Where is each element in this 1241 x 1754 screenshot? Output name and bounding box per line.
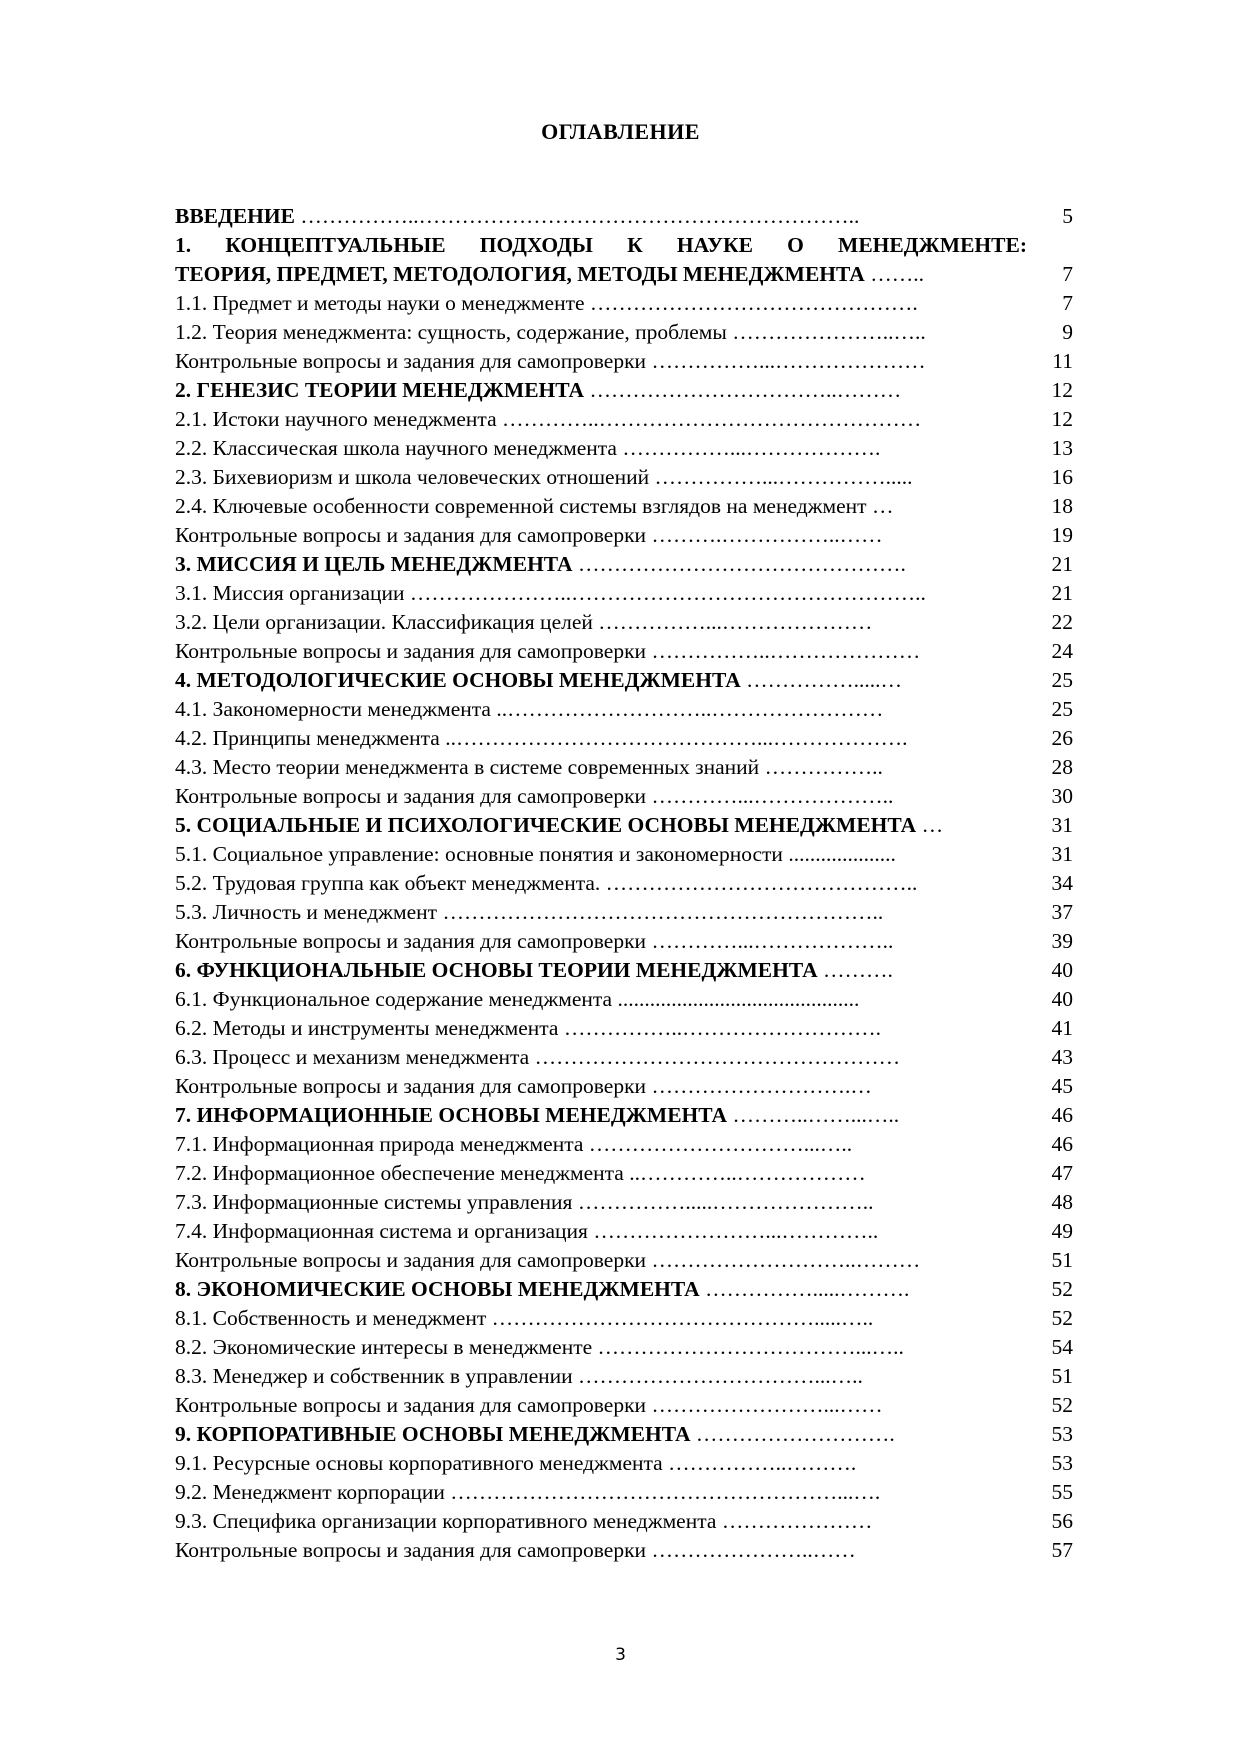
toc-entry-page-number: 21 [1051,552,1073,576]
toc-entry-title: Контрольные вопросы и задания для самопроверки [175,1538,647,1562]
toc-entry-text [175,1420,1027,1449]
toc-entry-leader-dots: … [916,813,944,837]
toc-entry-leader-dots: ……………...………………… [592,610,873,634]
toc-entry-text [175,1246,1027,1275]
toc-entry [175,463,1073,492]
toc-entry-title: 9.2. Менеджмент корпорации [175,1480,445,1504]
footer-page-number: 3 [615,1645,626,1665]
toc-entry-title: 6.3. Процесс и механизм менеджмента [175,1045,530,1069]
toc-entry-title: 8.2. Экономические интересы в менеджменте [175,1335,593,1359]
toc-entry-page-number: 24 [1051,639,1073,663]
toc-entry-text [175,1536,1027,1565]
toc-entry-page-number: 13 [1051,436,1073,460]
toc-entry [175,1449,1073,1478]
toc-entry-page-number: 12 [1051,407,1073,431]
toc-entry-page-number: 22 [1051,610,1073,634]
toc-entry-leader-dots: ……………………….… [646,1074,872,1098]
toc-entry-page-number: 7 [1062,262,1073,286]
toc-entry-title: 7.1. Информационная природа менеджмента [175,1132,584,1156]
toc-entry [175,550,1073,579]
toc-entry [175,985,1073,1014]
toc-entry-text [175,289,1027,318]
toc-entry [175,1188,1073,1217]
toc-entry-page-number: 54 [1051,1335,1073,1359]
toc-entry-title: 6.2. Методы и инструменты менеджмента [175,1016,559,1040]
toc-entry-text [175,463,1027,492]
toc-entry [175,1478,1073,1507]
toc-entry-page-number: 55 [1051,1480,1073,1504]
toc-entry [175,202,1073,231]
toc-entry-leader-dots: ………………………………………. [584,291,918,315]
toc-entry-text [175,1072,1027,1101]
toc-entry [175,637,1073,666]
toc-entry-text [175,347,1027,376]
toc-entry-leader-dots: ……………………………………….....….. [486,1306,874,1330]
toc-entry-text [175,550,1027,579]
toc-entry-leader-dots: …………………………………………………….. [437,900,884,924]
toc-entry-title: 9.3. Специфика организации корпоративного менеджмента [175,1509,717,1533]
toc-entry-leader-dots: ……………...………………. [616,436,881,460]
toc-entry-leader-dots: …….. [864,262,924,286]
toc-entry-leader-dots: ……………..………………………. [558,1016,881,1040]
toc-entry-text [175,260,1027,289]
toc-entry-leader-dots: .................... [782,842,896,866]
toc-entry-title: 2.3. Бихевиоризм и школа человеческих отношений [175,465,650,489]
toc-entry-title: 3.1. Миссия организации [175,581,405,605]
toc-entry-text [175,782,1027,811]
toc-entry [175,1507,1073,1536]
toc-entry-text [175,434,1027,463]
toc-entry [175,1043,1073,1072]
toc-entry [175,434,1073,463]
toc-entry [175,898,1073,927]
toc-entry-title: Контрольные вопросы и задания для самопроверки [175,1393,647,1417]
toc-entry-leader-dots: …………….....………………….. [572,1190,874,1214]
toc-entry-title: Контрольные вопросы и задания для самопроверки [175,1248,647,1272]
toc-entry-page-number: 39 [1051,929,1073,953]
toc-entry-page-number: 51 [1051,1248,1073,1272]
toc-entry-title: ВВЕДЕНИЕ [175,204,295,228]
toc-entry-page-number: 45 [1051,1074,1073,1098]
toc-entry-leader-dots: …………………………...….. [583,1132,853,1156]
toc-entry-text [175,695,1027,724]
toc-entry-text [175,985,1027,1014]
toc-entry-title: Контрольные вопросы и задания для самопроверки [175,639,647,663]
toc-entry [175,608,1073,637]
toc-entry-leader-dots: ………. [817,958,893,982]
toc-entry-title: 5.2. Трудовая группа как объект менеджмента. [175,871,601,895]
toc-entry-leader-dots: …………………..…… [646,1538,856,1562]
toc-entry-page-number: 9 [1062,320,1073,344]
toc-entry-title: 5.3. Личность и менеджмент [175,900,438,924]
toc-entry [175,376,1073,405]
toc-entry-page-number: 51 [1051,1364,1073,1388]
toc-entry-page-number: 34 [1051,871,1073,895]
toc-entry-leader-dots: ……………………...………….. [587,1219,879,1243]
toc-entry-title: 1.1. Предмет и методы науки о менеджменте [175,291,585,315]
toc-entry-title: 7. ИНФОРМАЦИОННЫЕ ОСНОВЫ МЕНЕДЖМЕНТА [175,1103,728,1127]
toc-entry-page-number: 52 [1051,1393,1073,1417]
toc-entry-leader-dots: …………………………………….. [600,871,918,895]
toc-entry-text [175,927,1027,956]
toc-entry-title: 4.1. Закономерности менеджмента [175,697,491,721]
toc-entry-text [175,579,1027,608]
toc-entry-page-number: 16 [1051,465,1073,489]
toc-entry-text [175,724,1027,753]
toc-entry-title: 7.3. Информационные системы управления [175,1190,573,1214]
toc-entry-leader-dots: ……………………………..……… [584,378,902,402]
toc-entry-page-number: 52 [1051,1306,1073,1330]
toc-entry-text [175,405,1027,434]
toc-entry-text [175,1507,1027,1536]
toc-entry-page-number: 46 [1051,1103,1073,1127]
toc-entry-page-number: 12 [1051,378,1073,402]
toc-entry [175,579,1073,608]
toc-entry-page-number: 52 [1051,1277,1073,1301]
toc-entry-text [175,1362,1027,1391]
toc-entry-page-number: 30 [1051,784,1073,808]
toc-entry-leader-dots: …………...……………….. [646,784,894,808]
toc-entry [175,1391,1073,1420]
toc-entry [175,1420,1073,1449]
toc-entry-title: 1.2. Теория менеджмента: сущность, содержание, проблемы [175,320,727,344]
toc-entry-page-number: 11 [1052,349,1073,373]
toc-entry [175,724,1073,753]
toc-entry-page-number: 25 [1051,668,1073,692]
toc-entry-title: 6. ФУНКЦИОНАЛЬНЫЕ ОСНОВЫ ТЕОРИИ МЕНЕДЖМЕНТА [175,958,818,982]
toc-entry-text [175,840,1027,869]
toc-entry-leader-dots: ………………………………………. [572,552,906,576]
toc-entry-page-number: 26 [1051,726,1073,750]
toc-entry-page-number: 48 [1051,1190,1073,1214]
toc-entry-title: 3. МИССИЯ И ЦЕЛЬ МЕНЕДЖМЕНТА [175,552,573,576]
toc-entry-text [175,811,1027,840]
toc-entry [175,1536,1073,1565]
toc-entry-leader-dots: …………………..………………………………………….. [404,581,926,605]
toc-entry-title: Контрольные вопросы и задания для самопроверки [175,523,647,547]
toc-entry-text [175,1217,1027,1246]
toc-entry-page-number: 53 [1051,1422,1073,1446]
toc-entry-text [175,1478,1027,1507]
toc-entry-text [175,318,1027,347]
toc-entry-page-number: 25 [1051,697,1073,721]
toc-entry-text [175,1275,1027,1304]
toc-entry-leader-dots: ………………………. [690,1422,895,1446]
toc-entry-leader-dots: ............................................. [612,987,860,1011]
toc-entry-page-number: 18 [1051,494,1073,518]
toc-entry-title: 9.1. Ресурсные основы корпоративного менеджмента [175,1451,663,1475]
toc-entry-leader-dots: ………………… [716,1509,873,1533]
toc-entry-leader-dots: ……………………...…… [646,1393,883,1417]
toc-entry-title: 8.3. Менеджер и собственник в управлении [175,1364,573,1388]
toc-entry-text [175,202,1027,231]
toc-entry [175,347,1073,376]
toc-entry-leader-dots: ………………………..……… [646,1248,921,1272]
toc-entry-leader-dots: ……………………………...….. [572,1364,863,1388]
toc-entry-title: 2.2. Классическая школа научного менеджмента [175,436,617,460]
toc-entry-leader-dots: ……………...……………..... [649,465,913,489]
toc-entry-page-number: 57 [1051,1538,1073,1562]
toc-entry [175,405,1073,434]
toc-entry-title: 7.2. Информационное обеспечение менеджмента [175,1161,624,1185]
toc-entry [175,1275,1073,1304]
toc-entry [175,1333,1073,1362]
toc-entry-title: 4. МЕТОДОЛОГИЧЕСКИЕ ОСНОВЫ МЕНЕДЖМЕНТА [175,668,741,692]
toc-entry-text [175,956,1027,985]
toc-entry-title: 6.1. Функциональное содержание менеджмента [175,987,613,1011]
toc-entry-text [175,1159,1027,1188]
toc-entry-title: 1. КОНЦЕПТУАЛЬНЫЕ ПОДХОДЫ К НАУКЕ О МЕНЕДЖМЕНТЕ: [175,233,1027,257]
toc-entry [175,782,1073,811]
toc-entry [175,521,1073,550]
toc-entry-page-number: 49 [1051,1219,1073,1243]
toc-entry-title: 2.1. Истоки научного менеджмента [175,407,497,431]
toc-entry-text [175,376,1027,405]
toc-entry [175,1304,1073,1333]
toc-entry [175,869,1073,898]
toc-entry-page-number: 47 [1051,1161,1073,1185]
toc-entry-page-number: 5 [1062,204,1073,228]
toc-entry-page-number: 40 [1051,987,1073,1011]
toc-entry [175,1159,1073,1188]
toc-entry-title: 4.2. Принципы менеджмента [175,726,440,750]
toc-entry-text [175,231,1027,260]
toc-entry-title: Контрольные вопросы и задания для самопроверки [175,784,647,808]
toc-entry-leader-dots: ……………...………………… [646,349,926,373]
toc-entry-page-number: 31 [1051,842,1073,866]
toc-entry-page-number: 43 [1051,1045,1073,1069]
toc-entry-page-number: 41 [1051,1016,1073,1040]
toc-entry [175,1246,1073,1275]
toc-entry-leader-dots: ..……………………………………...………………. [439,726,908,750]
toc-entry [175,231,1073,260]
toc-entry-leader-dots: ……………..………. [662,1451,857,1475]
toc-entry-title: ТЕОРИЯ, ПРЕДМЕТ, МЕТОДОЛОГИЯ, МЕТОДЫ МЕНЕДЖМЕНТА [175,262,865,286]
toc-entry [175,840,1073,869]
toc-entry-leader-dots: …………...……………….. [646,929,894,953]
toc-entry-leader-dots: …………………………………………… [529,1045,901,1069]
toc-entry-page-number: 7 [1062,291,1073,315]
toc-entry-text [175,869,1027,898]
toc-entry [175,695,1073,724]
toc-entry-text [175,1014,1027,1043]
toc-entry-leader-dots: ………..……...….. [727,1103,900,1127]
toc-entry [175,927,1073,956]
toc-entry-title: 5.1. Социальное управление: основные понятия и закономерности [175,842,783,866]
toc-entry [175,1101,1073,1130]
toc-entry-text [175,637,1027,666]
toc-entry-page-number: 56 [1051,1509,1073,1533]
toc-entry-title: 4.3. Место теории менеджмента в системе современных знаний [175,755,760,779]
toc-entry-text [175,608,1027,637]
toc-entry-title: 2. ГЕНЕЗИС ТЕОРИИ МЕНЕДЖМЕНТА [175,378,585,402]
toc-entry [175,1362,1073,1391]
toc-entry [175,318,1073,347]
toc-entry-page-number: 53 [1051,1451,1073,1475]
toc-entry [175,811,1073,840]
toc-entry-title: 8. ЭКОНОМИЧЕСКИЕ ОСНОВЫ МЕНЕДЖМЕНТА [175,1277,700,1301]
toc-entry-leader-dots: …………..……………………………………… [496,407,922,431]
toc-entry-page-number: 46 [1051,1132,1073,1156]
toc-entry-leader-dots: ..…………..……………… [623,1161,866,1185]
toc-entry-page-number: 19 [1051,523,1073,547]
toc-entry-text [175,1333,1027,1362]
toc-entry [175,492,1073,521]
toc-entry [175,1072,1073,1101]
toc-entry-text [175,1304,1027,1333]
toc-entry-page-number: 28 [1051,755,1073,779]
toc-entry-title: 5. СОЦИАЛЬНЫЕ И ПСИХОЛОГИЧЕСКИЕ ОСНОВЫ МЕНЕДЖМЕНТА [175,813,917,837]
toc-entry-page-number: 40 [1051,958,1073,982]
toc-entry-text [175,898,1027,927]
toc-entry-text [175,492,1027,521]
toc-entry-text [175,753,1027,782]
toc-entry [175,956,1073,985]
toc-entry-title: Контрольные вопросы и задания для самопроверки [175,929,647,953]
toc-entry-leader-dots: ……………..………………… [646,639,921,663]
toc-entry-leader-dots: ……………..…………………………………………………….. [294,204,860,228]
toc-entry-leader-dots: …………………..….. [726,320,926,344]
toc-entry-leader-dots: ………………………………………………...…. [444,1480,881,1504]
toc-entry [175,1014,1073,1043]
page-title: ОГЛАВЛЕНИЕ [541,119,700,144]
toc-entry-leader-dots: …………….....………. [699,1277,910,1301]
toc-entry-text [175,521,1027,550]
toc-entry-text [175,666,1027,695]
toc-entry-leader-dots: ………………………………...….. [592,1335,904,1359]
toc-entry-leader-dots: ……….……………..…… [646,523,883,547]
toc-entry-text [175,1449,1027,1478]
toc-entry [175,753,1073,782]
toc-entry-title: Контрольные вопросы и задания для самопроверки [175,349,647,373]
toc-entry-text [175,1101,1027,1130]
toc-entry-title: Контрольные вопросы и задания для самопроверки [175,1074,647,1098]
toc-entry [175,1217,1073,1246]
toc-entry-text [175,1043,1027,1072]
table-of-contents [175,202,1073,1565]
toc-entry-title: 8.1. Собственность и менеджмент [175,1306,487,1330]
toc-entry-page-number: 37 [1051,900,1073,924]
toc-entry-title: 2.4. Ключевые особенности современной системы взглядов на менеджмент [175,494,867,518]
toc-entry-title: 7.4. Информационная система и организация [175,1219,588,1243]
toc-entry-page-number: 21 [1051,581,1073,605]
toc-entry-leader-dots: …………….. [759,755,883,779]
toc-entry-text [175,1188,1027,1217]
toc-entry-title: 3.2. Цели организации. Классификация целей [175,610,593,634]
toc-entry-title: 9. КОРПОРАТИВНЫЕ ОСНОВЫ МЕНЕДЖМЕНТА [175,1422,691,1446]
toc-entry-text [175,1130,1027,1159]
toc-entry [175,260,1073,289]
toc-entry [175,666,1073,695]
toc-entry [175,1130,1073,1159]
toc-entry [175,289,1073,318]
toc-entry-leader-dots: ..………………………..…………………… [490,697,884,721]
toc-entry-leader-dots: … [866,494,894,518]
toc-entry-leader-dots: …………….....… [740,668,903,692]
toc-entry-page-number: 31 [1051,813,1073,837]
toc-entry-text [175,1391,1027,1420]
